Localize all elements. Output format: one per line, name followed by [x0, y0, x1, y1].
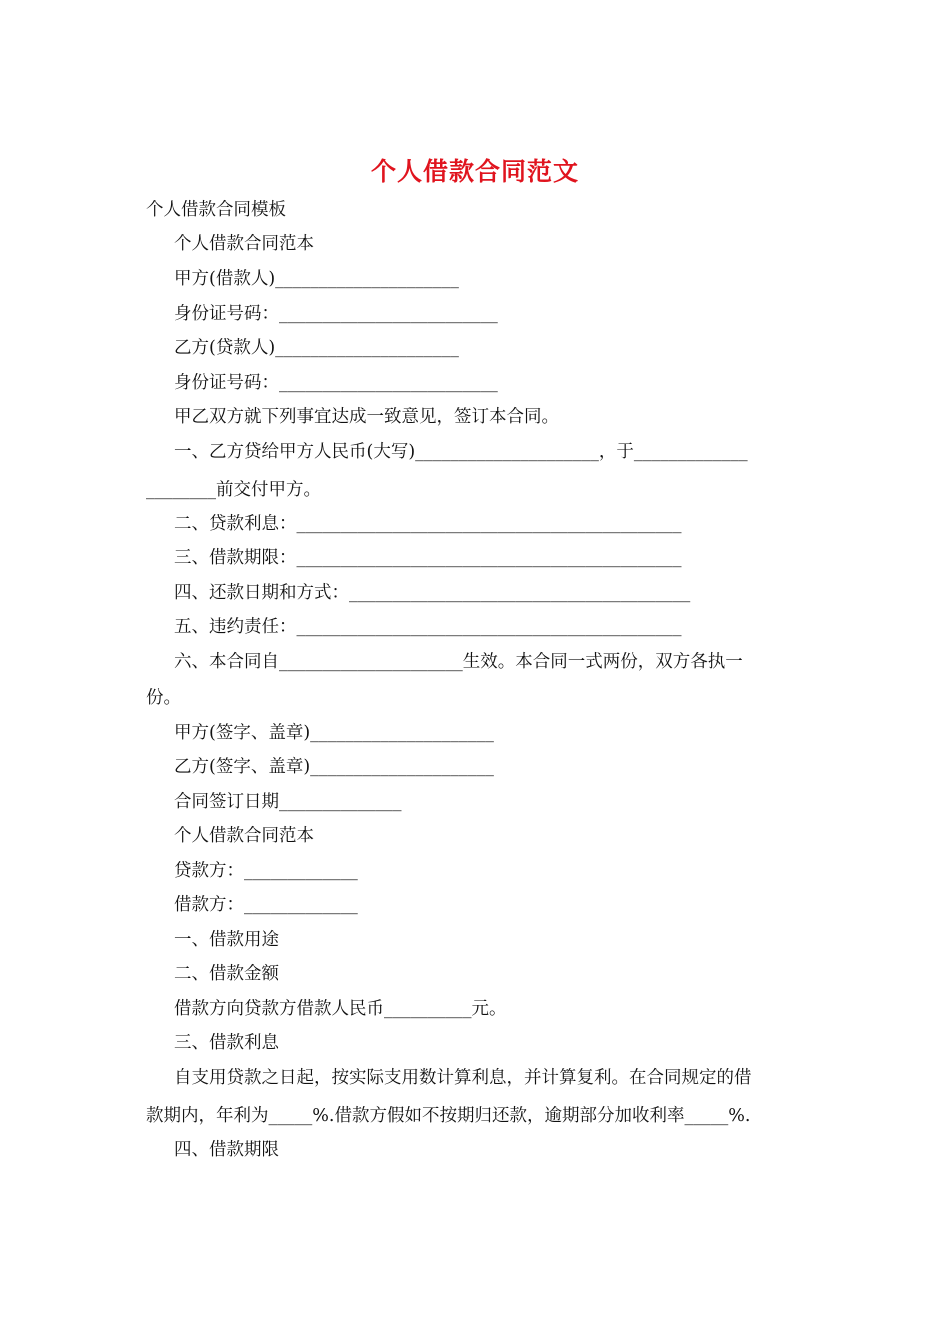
text-line: 五、违约责任：____________________________________________ — [174, 617, 682, 637]
text-line: 三、借款利息 — [174, 1033, 279, 1053]
text-line: 自支用贷款之日起，按实际支用数计算利息，并计算复利。在合同规定的借 — [174, 1068, 752, 1088]
text-line: 借款方：_____________ — [174, 895, 358, 915]
text-line: 甲方(借款人)_____________________ — [174, 269, 459, 289]
text-line: 四、还款日期和方式：_______________________________________ — [174, 583, 691, 603]
text-line: 个人借款合同范本 — [174, 234, 314, 254]
text-line: 乙方(签字、盖章)_____________________ — [174, 757, 494, 777]
text-line: 一、乙方贷给甲方人民币(大写)_____________________，于_____________ — [174, 442, 748, 462]
text-line: 份。 — [146, 688, 181, 708]
text-line: 六、本合同自_____________________生效。本合同一式两份，双方各执一 — [174, 652, 743, 672]
text-line: 贷款方：_____________ — [174, 861, 358, 881]
text-line: 四、借款期限 — [174, 1140, 279, 1160]
document-title: 个人借款合同范文 — [370, 157, 579, 186]
text-line: 借款方向贷款方借款人民币__________元。 — [174, 999, 507, 1019]
text-line: 个人借款合同范本 — [174, 826, 314, 846]
text-line: 二、贷款利息：____________________________________________ — [174, 514, 682, 534]
text-line: 合同签订日期______________ — [174, 792, 402, 812]
text-line: 甲方(签字、盖章)_____________________ — [174, 723, 494, 743]
text-line: 二、借款金额 — [174, 964, 279, 984]
text-line: 身份证号码：_________________________ — [174, 373, 498, 393]
text-line: 身份证号码：_________________________ — [174, 304, 498, 324]
text-line: 款期内，年利为_____%.借款方假如不按期归还款，逾期部分加收利率_____%. — [146, 1106, 751, 1126]
text-line: 个人借款合同模板 — [146, 200, 286, 220]
text-line: 三、借款期限：____________________________________________ — [174, 548, 682, 568]
text-line: 乙方(贷款人)_____________________ — [174, 338, 459, 358]
text-line: 甲乙双方就下列事宜达成一致意见，签订本合同。 — [174, 407, 559, 427]
text-line: 一、借款用途 — [174, 930, 279, 950]
text-line: ________前交付甲方。 — [146, 480, 321, 500]
